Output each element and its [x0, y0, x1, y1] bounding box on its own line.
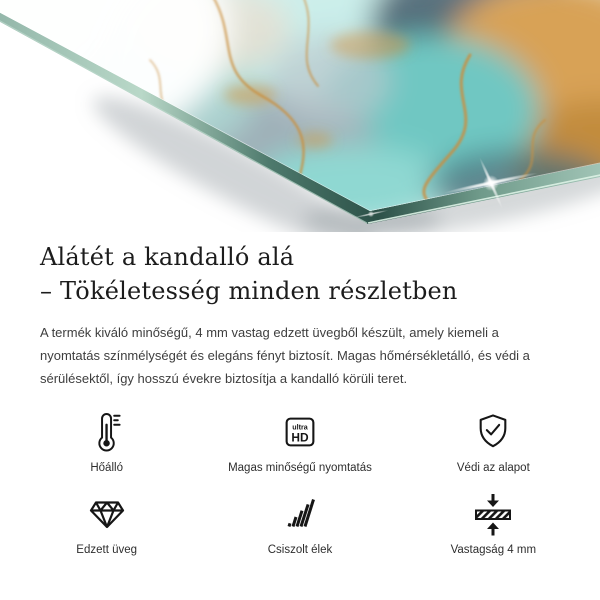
feature-grid	[0, 408, 600, 556]
shield-check-icon	[475, 408, 511, 456]
product-description-text: A termék kiváló minőségű, 4 mm vastag edzett üvegből készült, amely kiemeli a nyomtatás színmélységét és elegáns fényt biztosít. Magas hőmérsékletálló, és védi a sérülésektől, így hosszú évekre biztosítja a kandalló körüli teret.	[40, 325, 530, 386]
feature-print-quality	[203, 408, 396, 474]
feature-label: Vastagság 4 mm	[450, 544, 537, 556]
feature-polished-edges	[203, 490, 396, 556]
feature-label: Csiszolt élek	[267, 544, 333, 556]
thermometer-icon	[89, 408, 125, 456]
feature-heat-resistant	[10, 408, 203, 474]
polished-edge-icon	[282, 490, 318, 538]
ultra-hd-icon-text-top: ultra	[292, 423, 308, 432]
feature-tempered-glass	[10, 490, 203, 556]
thickness-icon	[471, 490, 515, 538]
diamond-icon	[88, 490, 126, 538]
title-line-2: – Tökéletesség minden részletben	[40, 277, 458, 305]
feature-label: Védi az alapot	[456, 462, 530, 474]
feature-thickness	[397, 490, 590, 556]
title-line-1: Alátét a kandalló alá	[40, 243, 295, 271]
feature-label: Hőálló	[90, 462, 123, 474]
feature-label: Magas minőségű nyomtatás	[228, 462, 372, 474]
product-photo	[0, 0, 600, 232]
ultra-hd-icon-text-bottom: HD	[291, 430, 309, 445]
page-title	[40, 240, 560, 308]
ultra-hd-icon	[279, 408, 321, 456]
feature-protects-base	[397, 408, 590, 474]
feature-label: Edzett üveg	[76, 544, 138, 556]
product-description-section	[0, 240, 600, 390]
